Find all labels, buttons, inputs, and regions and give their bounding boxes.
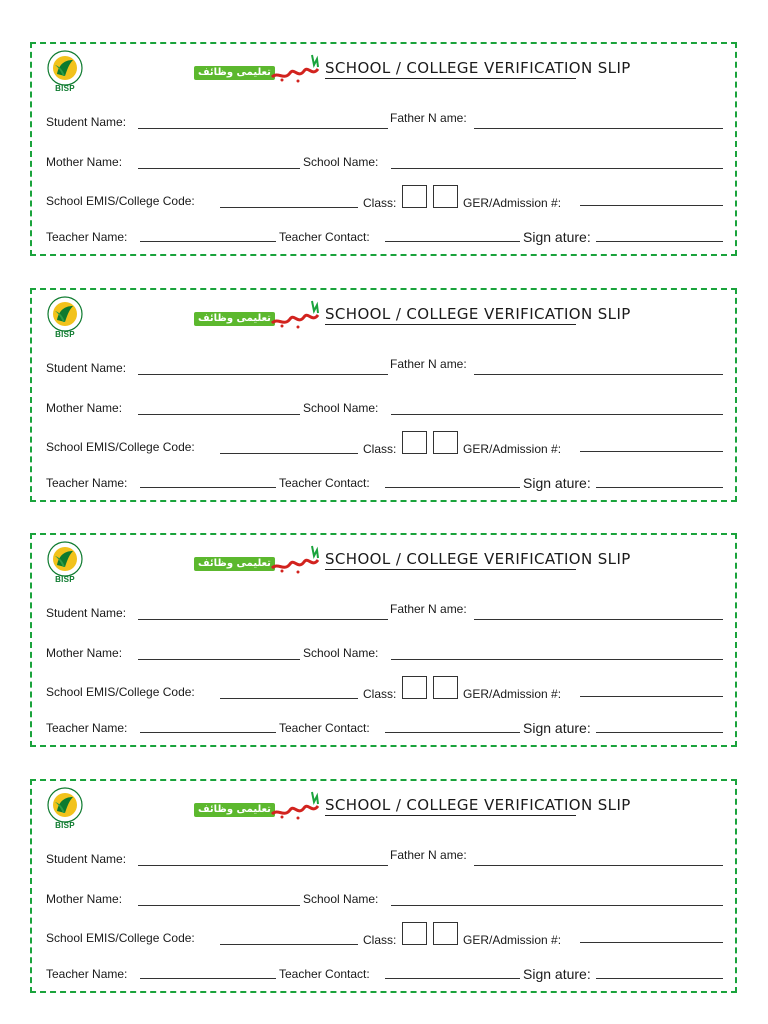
scholarship-badge: تعلیمی وظائف [194,803,275,817]
ger-label: GER/Admission #: [463,687,562,701]
father-name-label: Father N ame: [390,111,467,125]
class-box-2[interactable] [433,676,458,699]
emis-label: School EMIS/College Code: [46,194,195,208]
teacher-contact-label: Teacher Contact: [279,476,370,490]
ger-field[interactable] [580,696,723,697]
teacher-contact-field[interactable] [385,241,520,242]
father-name-label: Father N ame: [390,602,467,616]
signature-field[interactable] [596,732,723,733]
class-box-1[interactable] [402,676,427,699]
teacher-contact-label: Teacher Contact: [279,721,370,735]
title-underline [325,324,576,325]
slip-title: SCHOOL / COLLEGE VERIFICATION SLIP [325,796,631,814]
emis-field[interactable] [220,944,358,945]
ehsaas-logo [268,544,324,574]
bisp-text: BISP [55,575,75,584]
ger-label: GER/Admission #: [463,196,562,210]
student-name-field[interactable] [138,128,388,129]
student-name-field[interactable] [138,865,388,866]
father-name-field[interactable] [474,619,723,620]
slip-title: SCHOOL / COLLEGE VERIFICATION SLIP [325,59,631,77]
ehsaas-logo [268,790,324,820]
slip-title: SCHOOL / COLLEGE VERIFICATION SLIP [325,550,631,568]
emis-label: School EMIS/College Code: [46,440,195,454]
signature-label: Sign ature: [523,229,591,245]
bisp-logo [41,539,89,589]
teacher-contact-field[interactable] [385,487,520,488]
father-name-label: Father N ame: [390,848,467,862]
school-name-field[interactable] [391,659,723,660]
class-label: Class: [363,933,397,947]
ehsaas-logo [268,299,324,329]
school-name-field[interactable] [391,905,723,906]
signature-field[interactable] [596,487,723,488]
mother-name-field[interactable] [138,414,300,415]
mother-name-label: Mother Name: [46,892,123,906]
class-box-2[interactable] [433,431,458,454]
emis-field[interactable] [220,207,358,208]
emis-field[interactable] [220,698,358,699]
emis-label: School EMIS/College Code: [46,685,195,699]
mother-name-label: Mother Name: [46,401,123,415]
mother-name-label: Mother Name: [46,646,123,660]
teacher-name-label: Teacher Name: [46,721,128,735]
teacher-name-label: Teacher Name: [46,230,128,244]
bisp-logo [41,294,89,344]
father-name-label: Father N ame: [390,357,467,371]
teacher-contact-label: Teacher Contact: [279,967,370,981]
class-box-1[interactable] [402,922,427,945]
class-box-1[interactable] [402,431,427,454]
school-name-label: School Name: [303,155,379,169]
title-underline [325,569,576,570]
bisp-text: BISP [55,821,75,830]
signature-field[interactable] [596,241,723,242]
teacher-name-label: Teacher Name: [46,476,128,490]
verification-slip-1 [30,42,737,256]
school-name-label: School Name: [303,401,379,415]
teacher-name-field[interactable] [140,487,276,488]
signature-label: Sign ature: [523,966,591,982]
scholarship-badge: تعلیمی وظائف [194,312,275,326]
class-box-2[interactable] [433,922,458,945]
verification-slip-4 [30,779,737,993]
bisp-logo [41,785,89,835]
class-label: Class: [363,196,397,210]
teacher-name-field[interactable] [140,978,276,979]
father-name-field[interactable] [474,374,723,375]
verification-slip-3 [30,533,737,747]
title-underline [325,78,576,79]
scholarship-badge: تعلیمی وظائف [194,557,275,571]
mother-name-field[interactable] [138,905,300,906]
ehsaas-logo [268,53,324,83]
teacher-name-label: Teacher Name: [46,967,128,981]
student-name-label: Student Name: [46,361,127,375]
ger-field[interactable] [580,942,723,943]
teacher-contact-label: Teacher Contact: [279,230,370,244]
student-name-label: Student Name: [46,852,127,866]
class-box-1[interactable] [402,185,427,208]
scholarship-badge: تعلیمی وظائف [194,66,275,80]
father-name-field[interactable] [474,128,723,129]
teacher-contact-field[interactable] [385,978,520,979]
mother-name-label: Mother Name: [46,155,123,169]
student-name-field[interactable] [138,374,388,375]
bisp-logo [41,48,89,98]
verification-slip-2 [30,288,737,502]
class-label: Class: [363,687,397,701]
emis-field[interactable] [220,453,358,454]
class-box-2[interactable] [433,185,458,208]
signature-label: Sign ature: [523,720,591,736]
teacher-contact-field[interactable] [385,732,520,733]
student-name-label: Student Name: [46,115,127,129]
school-name-label: School Name: [303,646,379,660]
mother-name-field[interactable] [138,659,300,660]
ger-field[interactable] [580,451,723,452]
ger-label: GER/Admission #: [463,442,562,456]
school-name-field[interactable] [391,414,723,415]
title-underline [325,815,576,816]
signature-field[interactable] [596,978,723,979]
signature-label: Sign ature: [523,475,591,491]
emis-label: School EMIS/College Code: [46,931,195,945]
mother-name-field[interactable] [138,168,300,169]
slip-title: SCHOOL / COLLEGE VERIFICATION SLIP [325,305,631,323]
ger-label: GER/Admission #: [463,933,562,947]
teacher-name-field[interactable] [140,241,276,242]
student-name-label: Student Name: [46,606,127,620]
school-name-field[interactable] [391,168,723,169]
bisp-text: BISP [55,330,75,339]
ger-field[interactable] [580,205,723,206]
bisp-text: BISP [55,84,75,93]
class-label: Class: [363,442,397,456]
student-name-field[interactable] [138,619,388,620]
father-name-field[interactable] [474,865,723,866]
school-name-label: School Name: [303,892,379,906]
teacher-name-field[interactable] [140,732,276,733]
